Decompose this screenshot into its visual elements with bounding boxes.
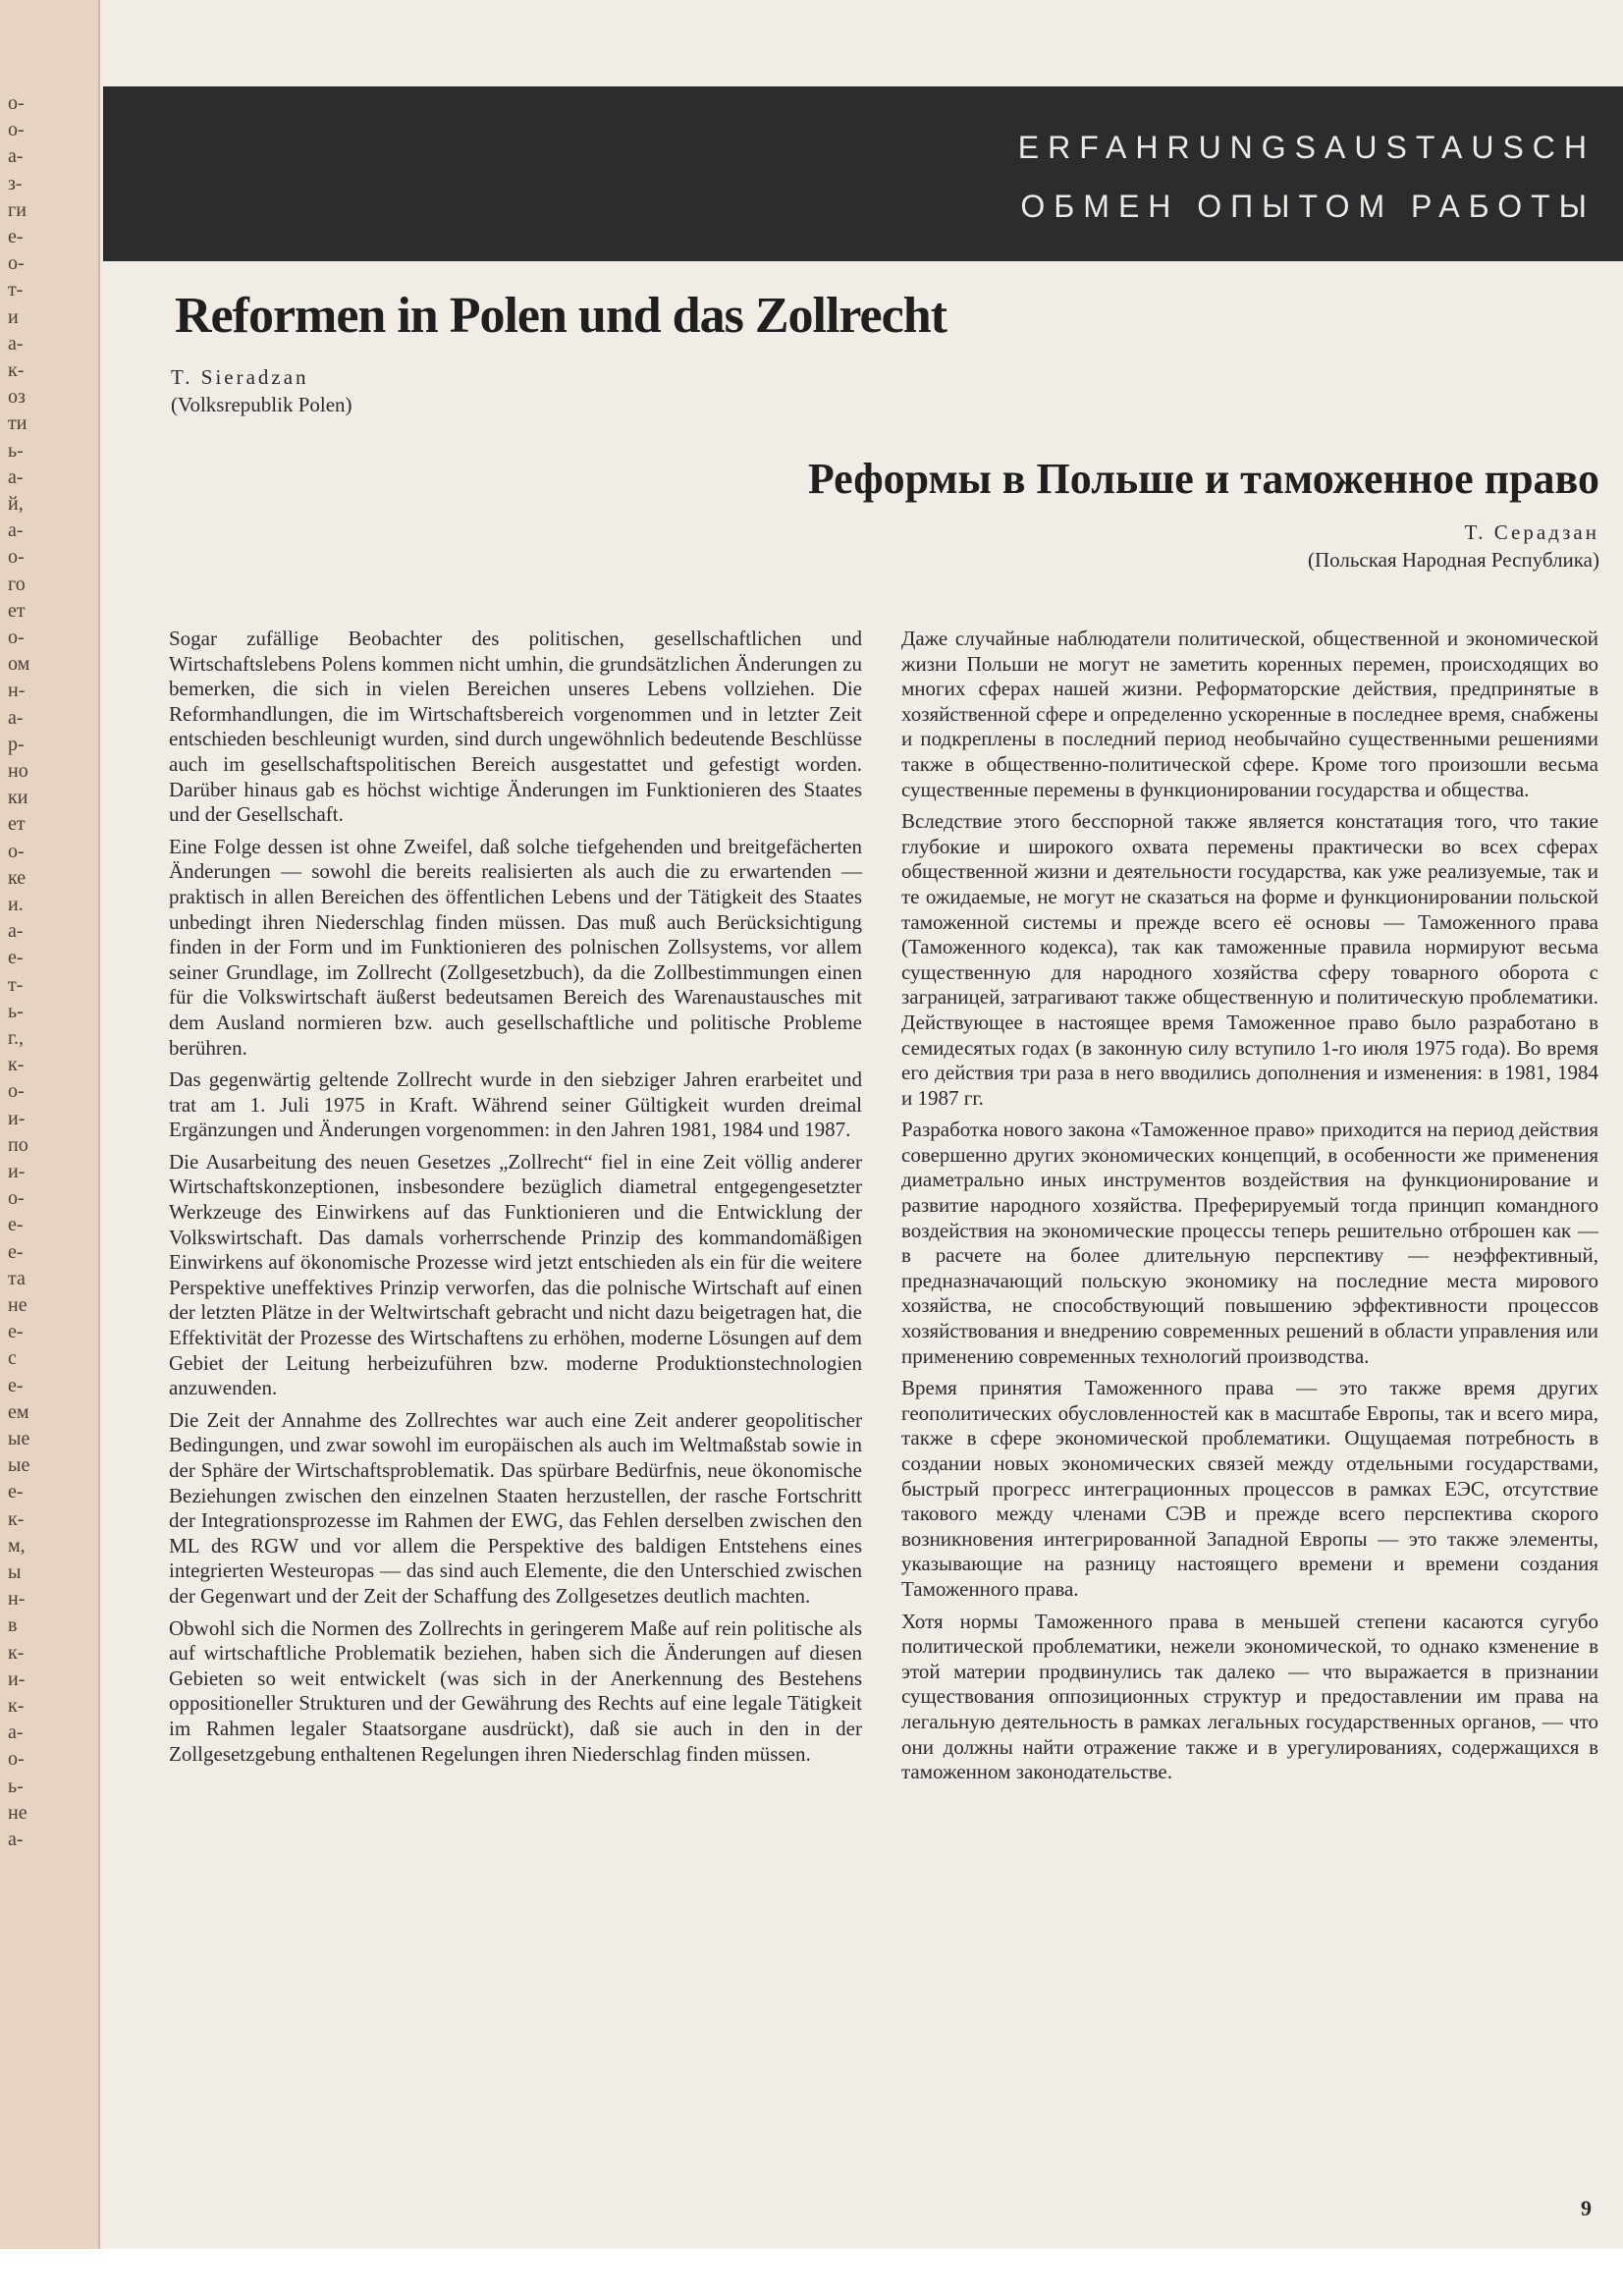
previous-page-fragment: о- [8,546,25,569]
previous-page-edge [0,0,100,2249]
previous-page-fragment: з- [8,172,23,194]
previous-page-fragment: ые [8,1454,30,1477]
previous-page-fragment: о- [8,1080,25,1103]
previous-page-fragment: о- [8,119,25,141]
previous-page-fragment: ь- [8,439,24,462]
section-title-german: ERFAHRUNGSAUSTAUSCH [1017,130,1596,165]
previous-page-fragment: и- [8,1107,26,1129]
previous-page-fragment: в [8,1614,18,1637]
previous-page-fragment: о- [8,840,25,862]
previous-page-fragment: а- [8,920,24,943]
previous-page-fragment: и- [8,1667,26,1690]
previous-page-fragment: та [8,1267,26,1289]
previous-page-fragment: ке [8,866,27,889]
previous-page-fragment: к- [8,1695,25,1717]
previous-page-fragment: т- [8,973,24,996]
previous-page-fragment: о- [8,1187,25,1210]
author-country-german: (Volksrepublik Polen) [171,393,352,416]
german-text-column [169,627,862,1774]
previous-page-fragment: й, [8,493,24,515]
previous-page-fragment: р- [8,733,25,755]
previous-page-fragment: е- [8,1374,24,1396]
author-russian: Т. Серадзан [1464,520,1599,544]
previous-page-fragment: и [8,305,19,328]
previous-page-fragment: к- [8,1054,25,1076]
russian-text-column [901,627,1598,1792]
article-title-russian: Реформы в Польше и таможенное право [807,455,1599,503]
previous-page-fragment: н- [8,680,26,702]
previous-page-fragment: м, [8,1534,26,1557]
scan-bottom-margin [0,2249,1623,2296]
paragraph-russian: Даже случайные наблюдатели политической, общественной и экономической жизни Польши не могут не заметить коренных перемен, происходящих во многих сферах нашей жизни. Реформаторские действия, предпринятые в хозяйственной сфере и определенно ускоренные в последнее время, снабжены и подкреплены в последний период необычайно существенными решениями также в общественно-политической сфере. Кроме того произошли весьма существенные перемены в функционировании государства и общества. [901,627,1598,801]
previous-page-fragment: ы [8,1561,22,1583]
previous-page-fragment: т- [8,279,24,301]
paragraph-german: Das gegenwärtig geltende Zollrecht wurde in den siebziger Jahren erarbeitet und trat am 1. Juli 1975 in Kraft. Während seiner Gültigkeit wurden dreimal Ergänzungen und Änderungen vorgenommen: in den Jahren 1981, 1984 und 1987. [169,1067,862,1142]
paragraph-russian: Время принятия Таможенного права — это также время других геополитических обусловленностей как в масштабе Европы, так и всего мира, также в сфере экономической проблематики. Ощущаемая потребность в создании новых экономических связей между отдельными государствами, быстрый прогресс интеграционных процессов в рамках ЕЭС, отсутствие такового между членами СЭВ и прежде всего перспектива скорого возникновения интегрированной Западной Европы — это также элементы, указывающие на разницу настоящего времени и времени создания Таможенного права. [901,1376,1598,1601]
section-title-russian: ОБМЕН ОПЫТОМ РАБОТЫ [1020,189,1596,224]
previous-page-fragment: и- [8,1161,26,1182]
paragraph-german: Die Zeit der Annahme des Zollrechtes war auch eine Zeit anderer geopolitischer Bedingungen, und zwar sowohl im europäischen als auch im Weltmaßstab sowie in der Sphäre der Wirtschaftsproblematik. Das spürbare Bedürfnis, neue ökonomische Beziehungen zwischen den einzelnen Staaten herzustellen, der rasche Fortschritt der Integrationsprozesse im Rahmen der EWG, das Fehlen derselben zwischen den ML des RGW und vor allem die Perspektive des baldigen Entstehens eines integrierten Westeuropas — das sind auch Elemente, die den Unterschied zwischen der Gegenwart und der Zeit der Schaffung des Zollgesetzes deutlich machten. [169,1407,862,1608]
previous-page-fragment: о- [8,1748,25,1771]
previous-page-fragment: ет [8,813,26,836]
article-title-german: Reformen in Polen und das Zollrecht [175,288,947,344]
previous-page-fragment: по [8,1133,28,1156]
previous-page-fragment: а- [8,465,24,488]
previous-page-fragment: ти [8,412,27,435]
paragraph-russian: Вследствие этого бесспорной также является констатация того, что такие глубокие и широкого охвата перемены практически во всех сферах общественной жизни и деятельности государства, как уже реализуемые, так и те ожидаемые, не могут не сказаться на форме и функционировании польской таможенной системы и прежде всего её основы — Таможенного права (Таможенного кодекса), так как таможенные правила нормируют весьма существенную для народного хозяйства сферу товарного оборота с заграницей, затрагивают также общественную и политическую проблематики. Действующее в настоящее время Таможенное право было разработано в семидесятых годах (в законную силу вступило 1-го июля 1975 года). Во время его действия три раза в него вводились дополнения и изменения: в 1981, 1984 и 1987 гг. [901,809,1598,1110]
previous-page-fragment: о- [8,252,25,275]
previous-page-fragment: ки [8,787,28,809]
previous-page-fragment: но [8,760,28,782]
previous-page-fragment: е- [8,226,24,247]
previous-page-fragment: ь- [8,1000,24,1022]
previous-page-fragment: не [8,1801,27,1824]
previous-page-fragment: ые [8,1428,30,1449]
previous-page-fragment: ги [8,198,27,221]
previous-page-fragment: с [8,1347,17,1370]
previous-page-fragment: е- [8,1321,24,1343]
previous-page-fragment: о- [8,92,25,114]
paragraph-russian: Разработка нового закона «Таможенное право» приходится на период действия совершенно других экономических концепций, в особенности же применения диаметрально иных инструментов воздействия на функционирование и развитие народного хозяйства. Преферируемый тогда принцип командного воздействия на экономические процессы теперь решительно отброшен как — в расчете на более длительную перспективу — неэффективный, предназначающий польскую экономику на последние места мирового хозяйства, не способствующий повышению эффективности процессов хозяйствования и внедрению современных решений в области управления или применению современных технологий производства. [901,1118,1598,1368]
previous-page-fragment: е- [8,947,24,969]
previous-page-fragment: ем [8,1400,29,1423]
previous-page-fragment: о- [8,627,25,648]
previous-page-fragment: не [8,1294,27,1316]
previous-page-fragment: а- [8,1722,24,1744]
previous-page-fragment: а- [8,1829,24,1850]
previous-page-fragment: а- [8,519,24,542]
previous-page-fragment: а- [8,706,24,729]
previous-page-fragment: к- [8,359,25,381]
paragraph-russian: Хотя нормы Таможенного права в меньшей степени касаются сугубо политической проблематики, нежели экономической, то однако кзменение в этой материи продвинулись так далеко — что выражается в признании существования оппозиционных структур и предоставлении им права на легальную деятельность в рамках легальных государственных органов, — что они должны найти отражение также и в урегулированиях, содержащихся в таможенном законодательстве. [901,1609,1598,1784]
previous-page-fragment: ом [8,653,30,676]
previous-page-fragment: е- [8,1240,24,1263]
paragraph-german: Eine Folge dessen ist ohne Zweifel, daß solche tiefgehenden und breitgefächerten Änderungen — sowohl die bereits realisierten als auch die zu erwartenden — praktisch in allen Bereichen des öffentlichen Lebens und der Tätigkeit des Staates unbedingt ihren Niederschlag finden müssen. Das muß auch Berücksichtigung finden in der Form und im Funktionieren des polnischen Zollsystems, vor allem seiner Grundlage, im Zollrecht (Zollgesetzbuch), da die Zollbestimmungen einen für die Volkswirtschaft äußerst bedeutsamen Bereich des Warenaustausches mit dem Ausland normieren bzw. auch gesellschaftliche und politische Probleme berühren. [169,834,862,1060]
author-country-russian: (Польская Народная Республика) [1307,548,1599,572]
previous-page-fragment: е- [8,1481,24,1503]
paragraph-german: Sogar zufällige Beobachter des politischen, gesellschaftlichen und Wirtschaftslebens Polens kommen nicht umhin, die grundsätzlichen Änderungen zu bemerken, die sich in vielen Bereichen unseres Lebens vollziehen. Die Reformhandlungen, die im Wirtschaftsbereich vorgenommen und in letzter Zeit entschieden beschleunigt wurden, sind durch ungewöhnlich bedeutende Beschlüsse auch im gesellschaftspolitischen Bereich ausgestattet und gefestigt worden. Darüber hinaus gab es höchst wichtige Änderungen im Funktionieren des Staates und der Gesellschaft. [169,627,862,827]
previous-page-fragment: го [8,573,26,595]
previous-page-fragment: г., [8,1027,24,1049]
previous-page-fragment: н- [8,1588,26,1611]
page-number: 9 [1581,2196,1592,2220]
paragraph-german: Die Ausarbeitung des neuen Gesetzes „Zollrecht“ fiel in eine Zeit völlig anderer Wirtschaftskonzeptionen, insbesondere bezüglich diametral entgegengesetzter Werkzeuge des Einwirkens auf das Funktionieren und die Entwicklung der Volkswirtschaft. Das damals vorherrschende Prinzip des kommandomäßigen Einwirkens auf ökonomische Prozesse wird jetzt entschieden als ein für die weitere Perspektive uneffektives Prinzip verworfen, das die polnische Wirtschaft auf einen der letzten Plätze in der Weltwirtschaft gebracht und nicht dazu beigetragen hat, die Effektivität der Prozesse des Wirtschaftens zu erhöhen, moderne Lösungen auf dem Gebiet der Leitung herbeizuführen bzw. moderne Produktionstechnologien anzuwenden. [169,1149,862,1400]
previous-page-fragment: е- [8,1214,24,1236]
section-header-band [103,86,1623,261]
previous-page-fragment: ет [8,599,26,622]
previous-page-fragment: оз [8,386,26,409]
paragraph-german: Obwohl sich die Normen des Zollrechts in geringerem Maße auf rein politische als auf wirtschaftliche Problematik beziehen, haben sich die Änderungen auf diesen Gebieten so weit entwickelt (was sich in der Anerkennung des Bestehens oppositioneller Strukturen und der Gewährung des Rechts auf eine legale Tätigkeit im Rahmen legaler Staatsorgane ausdrückt), daß sie auch in den in der Zollgesetzgebung enthaltenen Regelungen ihren Niederschlag finden müssen. [169,1615,862,1766]
previous-page-fragment: а- [8,145,24,168]
previous-page-fragment: а- [8,332,24,355]
author-german: T. Sieradzan [171,365,309,389]
previous-page-fragment: и. [8,894,24,915]
previous-page-fragment: к- [8,1641,25,1664]
previous-page-fragment: ь- [8,1775,24,1797]
previous-page-fragment: к- [8,1507,25,1530]
